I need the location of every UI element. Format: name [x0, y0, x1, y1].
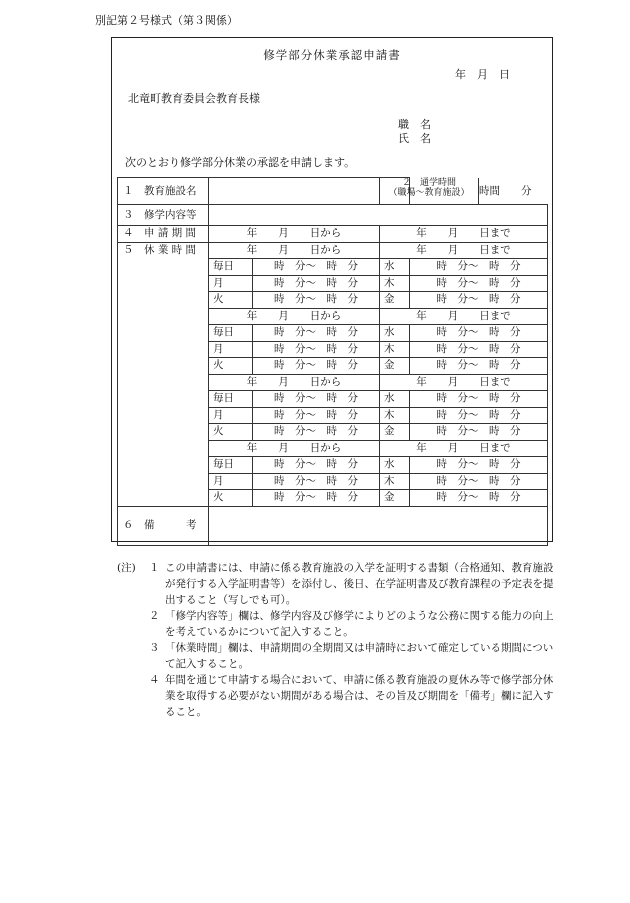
hours-from[interactable]: 年 月 日から: [209, 308, 380, 325]
time-range-right[interactable]: 時 分～ 時 分: [410, 407, 548, 424]
intro-text: 次のとおり修学部分休業の承認を申請します。: [125, 156, 356, 169]
time-range-right[interactable]: 時 分～ 時 分: [410, 391, 548, 408]
day-label-left: 毎日: [209, 325, 253, 342]
day-label-left: 火: [209, 358, 253, 375]
time-range-right[interactable]: 時 分～ 時 分: [410, 259, 548, 276]
notes-heading: (注): [117, 562, 136, 574]
day-label-right: 水: [380, 259, 410, 276]
application-table: [117, 177, 548, 546]
note-item: ４ 年間を通じて申請する場合において、申請に係る教育施設の夏休み等で修学部分休業を取得する必要がない期間がある場合は、その旨及び期間を「備考」欄に記入すること。: [149, 674, 554, 718]
day-label-right: 水: [380, 325, 410, 342]
time-range-left[interactable]: 時 分～ 時 分: [253, 358, 380, 375]
day-label-left: 毎日: [209, 457, 253, 474]
time-range-right[interactable]: 時 分～ 時 分: [410, 424, 548, 441]
commute-label: [380, 178, 479, 204]
day-label-right: 木: [380, 473, 410, 490]
facility-label: １ 教育施設名: [118, 178, 209, 205]
day-label-left: 毎日: [209, 259, 253, 276]
name-label: 氏 名: [398, 132, 431, 145]
form-reference: 別記第２号様式（第３関係）: [95, 14, 238, 27]
day-label-right: 金: [380, 292, 410, 309]
note-item: ３ 「休業時間」欄は、申請期間の全期間又は申請時において確定している期間について記入すること。: [149, 642, 554, 670]
time-range-left[interactable]: 時 分～ 時 分: [253, 424, 380, 441]
day-label-left: 火: [209, 490, 253, 507]
day-label-left: 月: [209, 407, 253, 424]
hours-to[interactable]: 年 月 日まで: [380, 308, 548, 325]
time-range-left[interactable]: 時 分～ 時 分: [253, 473, 380, 490]
hours-to[interactable]: 年 月 日まで: [380, 440, 548, 457]
addressee: 北竜町教育委員会教育長様: [128, 92, 260, 105]
hours-to[interactable]: 年 月 日まで: [380, 242, 548, 259]
date-line[interactable]: 年 月 日: [455, 68, 510, 81]
day-label-left: 月: [209, 473, 253, 490]
time-range-left[interactable]: 時 分～ 時 分: [253, 391, 380, 408]
time-range-left[interactable]: 時 分～ 時 分: [253, 490, 380, 507]
time-range-right[interactable]: 時 分～ 時 分: [410, 473, 548, 490]
day-label-left: 月: [209, 341, 253, 358]
day-label-left: 火: [209, 292, 253, 309]
day-label-right: 金: [380, 424, 410, 441]
time-range-right[interactable]: 時 分～ 時 分: [410, 275, 548, 292]
facility-field[interactable]: [209, 178, 380, 205]
day-label-left: 毎日: [209, 391, 253, 408]
notes-section: [117, 560, 557, 720]
period-from[interactable]: 年 月 日から: [209, 226, 380, 243]
hours-schedule: [118, 242, 548, 506]
hours-from[interactable]: 年 月 日から: [209, 440, 380, 457]
day-label-right: 木: [380, 407, 410, 424]
day-label-left: 火: [209, 424, 253, 441]
time-range-left[interactable]: 時 分～ 時 分: [253, 457, 380, 474]
period-to[interactable]: 年 月 日まで: [380, 226, 548, 243]
time-range-right[interactable]: 時 分～ 時 分: [410, 457, 548, 474]
time-range-right[interactable]: 時 分～ 時 分: [410, 490, 548, 507]
day-label-right: 水: [380, 391, 410, 408]
content-field[interactable]: [209, 205, 548, 226]
time-range-left[interactable]: 時 分～ 時 分: [253, 275, 380, 292]
content-label: ３ 修学内容等: [118, 205, 209, 226]
time-range-left[interactable]: 時 分～ 時 分: [253, 407, 380, 424]
note-item: １ この申請書には、申請に係る教育施設の入学を証明する書類（合格通知、教育施設が発行する入学証明書等）を添付し、後日、在学証明書及び教育課程の予定表を提出すること（写しでも可）。: [149, 562, 554, 606]
time-range-left[interactable]: 時 分～ 時 分: [253, 341, 380, 358]
day-label-right: 金: [380, 358, 410, 375]
time-range-right[interactable]: 時 分～ 時 分: [410, 292, 548, 309]
hours-from[interactable]: 年 月 日から: [209, 374, 380, 391]
time-range-left[interactable]: 時 分～ 時 分: [253, 292, 380, 309]
time-range-right[interactable]: 時 分～ 時 分: [410, 341, 548, 358]
hours-label: ５ 休 業 時 間: [118, 242, 209, 506]
time-range-right[interactable]: 時 分～ 時 分: [410, 358, 548, 375]
hours-from[interactable]: 年 月 日から: [209, 242, 380, 259]
commute-value[interactable]: 時間 分: [479, 185, 532, 197]
commute-label-line1: ２ 通学時間: [401, 178, 456, 188]
remarks-label: ６ 備 考: [118, 506, 209, 545]
form-title: 修学部分休業承認申請書: [263, 48, 401, 62]
note-item: ２ 「修学内容等」欄は、修学内容及び修学によりどのような公務に関する能力の向上を考えているかについて記入すること。: [149, 610, 554, 638]
remarks-field[interactable]: [209, 506, 548, 545]
time-range-left[interactable]: 時 分～ 時 分: [253, 259, 380, 276]
hours-to[interactable]: 年 月 日まで: [380, 374, 548, 391]
time-range-right[interactable]: 時 分～ 時 分: [410, 325, 548, 342]
day-label-right: 木: [380, 341, 410, 358]
day-label-right: 金: [380, 490, 410, 507]
day-label-right: 木: [380, 275, 410, 292]
commute-label-line2: （職場～教育施設）: [388, 188, 470, 198]
post-label: 職 名: [398, 118, 431, 131]
day-label-right: 水: [380, 457, 410, 474]
time-range-left[interactable]: 時 分～ 時 分: [253, 325, 380, 342]
day-label-left: 月: [209, 275, 253, 292]
period-label: ４ 申 請 期 間: [118, 226, 209, 243]
